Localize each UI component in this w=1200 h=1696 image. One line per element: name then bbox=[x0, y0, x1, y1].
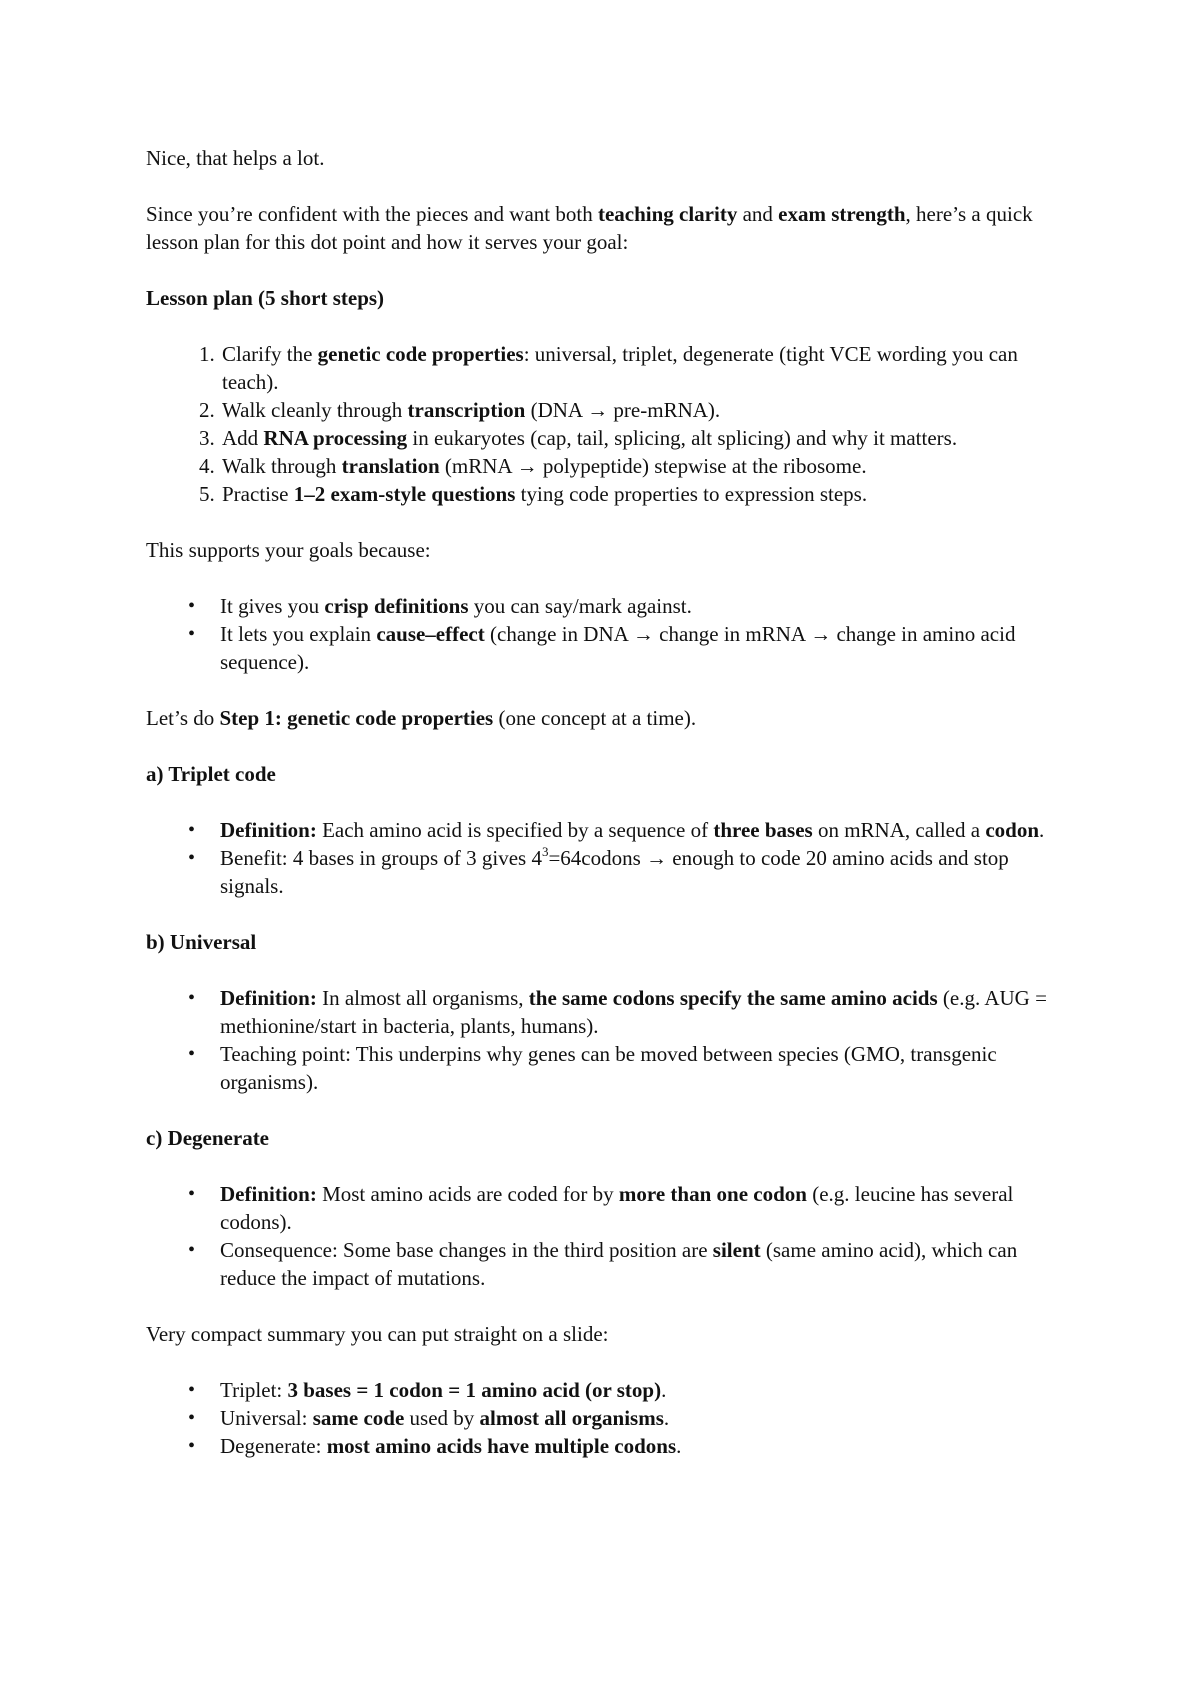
bold-text: same code bbox=[312, 1406, 405, 1430]
bold-text: Definition: bbox=[220, 986, 317, 1010]
lesson-plan-heading: Lesson plan (5 short steps) bbox=[146, 286, 385, 310]
supports-list bbox=[146, 592, 1066, 676]
list-item-text: Definition: Each amino acid is specified by a sequence of three bases on mRNA, called a codon. bbox=[220, 818, 1045, 842]
bold-text: translation bbox=[341, 454, 440, 478]
list-item-text: Benefit: 4 bases in groups of 3 gives $4^3=64codons$ → enough to code 20 amino acids and stop signals. bbox=[220, 844, 1009, 898]
list-item-text: Consequence: Some base changes in the third position are silent (same amino acid), which can reduce the impact of mutations. bbox=[220, 1238, 1018, 1290]
bullet-icon: • bbox=[188, 1407, 196, 1429]
supports-intro: This supports your goals because: bbox=[146, 538, 431, 562]
list-item bbox=[188, 984, 1066, 1040]
bullet-icon: • bbox=[188, 847, 196, 869]
list-item bbox=[188, 620, 1066, 676]
bold-text: transcription bbox=[407, 398, 526, 422]
bullet-icon: • bbox=[188, 987, 196, 1009]
bold-text: teaching clarity bbox=[597, 202, 738, 226]
list-item-text: Degenerate: most amino acids have multiple codons. bbox=[220, 1434, 682, 1458]
bold-text: exam strength bbox=[778, 202, 906, 226]
bullet-icon: • bbox=[188, 1183, 196, 1205]
list-item bbox=[188, 592, 1066, 620]
summary-intro: Very compact summary you can put straight on a slide: bbox=[146, 1322, 609, 1346]
bold-text: almost all organisms bbox=[479, 1406, 664, 1430]
bullet-icon: • bbox=[188, 1239, 196, 1261]
list-item-text: Teaching point: This underpins why genes can be moved between species (GMO, transgenic organisms). bbox=[220, 1042, 997, 1094]
bullet-icon: • bbox=[188, 623, 196, 645]
bold-text: 1–2 exam-style questions bbox=[293, 482, 516, 506]
lesson-step: 2. Walk cleanly through transcription (DNA → pre-mRNA). bbox=[220, 396, 1066, 424]
list-item-text: Triplet: 3 bases = 1 codon = 1 amino acid (or stop). bbox=[220, 1378, 667, 1402]
summary-list bbox=[146, 1376, 1066, 1460]
intro-paragraph-2: Since you’re confident with the pieces and want both teaching clarity and exam strength, here’s a quick lesson plan for this dot point and how it serves your goal: bbox=[146, 202, 1033, 254]
intro-paragraph-1: Nice, that helps a lot. bbox=[146, 146, 325, 170]
lesson-plan-steps bbox=[146, 340, 1066, 508]
list-item-text: It gives you crisp definitions you can say/mark against. bbox=[220, 594, 692, 618]
bold-text: codon bbox=[985, 818, 1040, 842]
triplet-list bbox=[146, 816, 1066, 900]
document-page bbox=[146, 144, 1066, 1488]
list-item bbox=[188, 1376, 1066, 1404]
bullet-icon: • bbox=[188, 1043, 196, 1065]
degenerate-heading: c) Degenerate bbox=[146, 1126, 270, 1150]
step1-paragraph: Let’s do Step 1: genetic code properties (one concept at a time). bbox=[146, 706, 697, 730]
lesson-step: 3. Add RNA processing in eukaryotes (cap, tail, splicing, alt splicing) and why it matters. bbox=[220, 424, 1066, 452]
bold-text: Step 1: genetic code properties bbox=[219, 706, 494, 730]
list-item bbox=[188, 1040, 1066, 1096]
lesson-step: 4. Walk through translation (mRNA → polypeptide) stepwise at the ribosome. bbox=[220, 452, 1066, 480]
list-item bbox=[188, 1404, 1066, 1432]
bold-text: crisp definitions bbox=[324, 594, 469, 618]
bold-text: most amino acids have multiple codons bbox=[326, 1434, 677, 1458]
bold-text: RNA processing bbox=[263, 426, 408, 450]
lesson-step: 5. Practise 1–2 exam-style questions tying code properties to expression steps. bbox=[220, 480, 1066, 508]
list-item-text: Definition: In almost all organisms, the same codons specify the same amino acids (e.g. AUG = methionine/start in bacteria, plants, humans). bbox=[220, 986, 1047, 1038]
bullet-icon: • bbox=[188, 1379, 196, 1401]
list-item bbox=[188, 1432, 1066, 1460]
list-item bbox=[188, 816, 1066, 844]
degenerate-list bbox=[146, 1180, 1066, 1292]
bold-text: Definition: bbox=[220, 1182, 317, 1206]
universal-heading: b) Universal bbox=[146, 930, 257, 954]
list-item bbox=[188, 844, 1066, 900]
bold-text: more than one codon bbox=[618, 1182, 807, 1206]
bullet-icon: • bbox=[188, 1435, 196, 1457]
universal-list bbox=[146, 984, 1066, 1096]
list-item-text: Universal: same code used by almost all organisms. bbox=[220, 1406, 670, 1430]
bold-text: 3 bases = 1 codon = 1 amino acid (or stop) bbox=[287, 1378, 662, 1402]
bullet-icon: • bbox=[188, 595, 196, 617]
bold-text: genetic code properties bbox=[317, 342, 524, 366]
bullet-icon: • bbox=[188, 819, 196, 841]
list-item bbox=[188, 1180, 1066, 1236]
bold-text: silent bbox=[712, 1238, 761, 1262]
bold-text: three bases bbox=[713, 818, 813, 842]
triplet-heading: a) Triplet code bbox=[146, 762, 276, 786]
list-item-text: Definition: Most amino acids are coded for by more than one codon (e.g. leucine has several codons). bbox=[220, 1182, 1014, 1234]
lesson-step: 1. Clarify the genetic code properties: universal, triplet, degenerate (tight VCE wording you can teach). bbox=[220, 340, 1066, 396]
bold-text: cause–effect bbox=[376, 622, 485, 646]
list-item-text: It lets you explain cause–effect (change in DNA → change in mRNA → change in amino acid sequence). bbox=[220, 622, 1016, 674]
list-item bbox=[188, 1236, 1066, 1292]
bold-text: the same codons specify the same amino acids bbox=[528, 986, 938, 1010]
superscript: 3 bbox=[541, 844, 549, 859]
bold-text: Definition: bbox=[220, 818, 317, 842]
